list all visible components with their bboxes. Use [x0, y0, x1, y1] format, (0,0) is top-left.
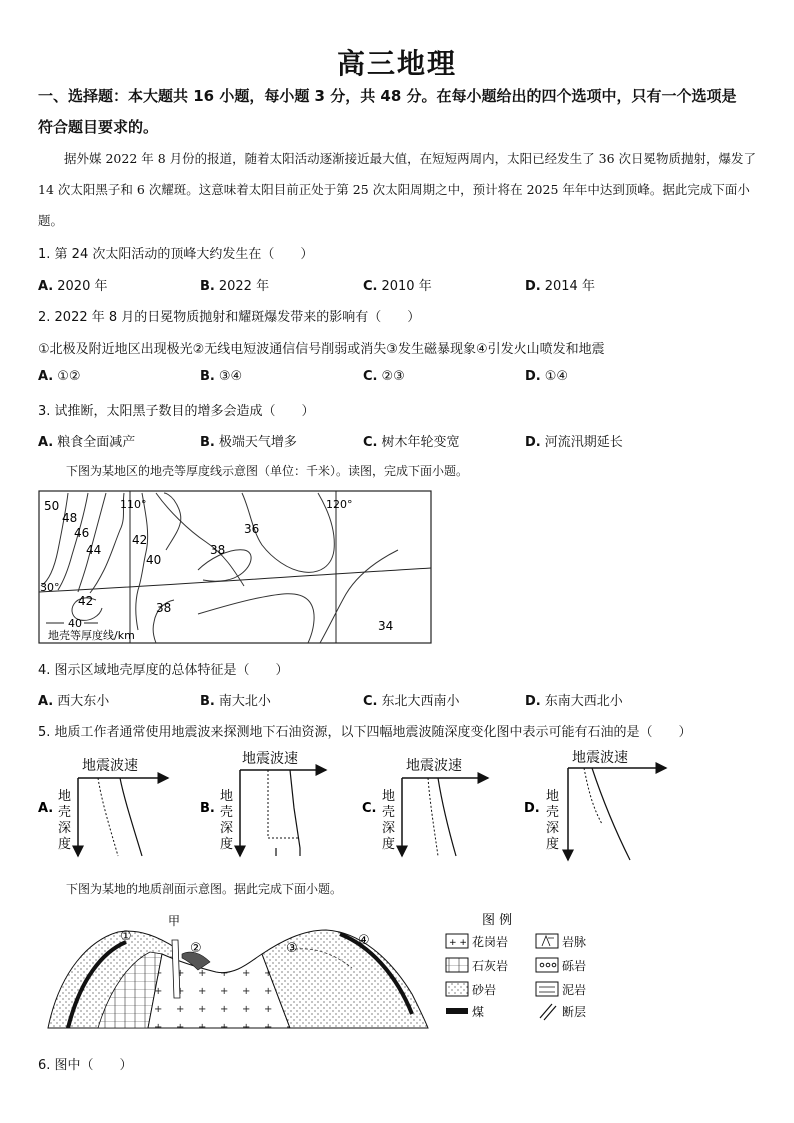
contour-label-44: 44 [86, 543, 102, 557]
q1-option-b: B. 2022 年 [200, 279, 270, 294]
q2-option-d: D. ①④ [525, 369, 569, 384]
svg-text:度: 度 [546, 837, 560, 852]
intro-crust-map: 下图为某地区的地壳等厚度线示意图（单位：千米）。读图，完成下面小题。 [66, 464, 469, 478]
diagram-d [524, 749, 666, 860]
geo-marker-3: ③ [286, 941, 298, 956]
contour-label-50: 50 [44, 499, 60, 513]
svg-text:+ +: + + [449, 938, 467, 948]
q4-option-c: C. 东北大西南小 [363, 694, 460, 709]
diagram-a-letter: A. [38, 801, 54, 816]
q3-option-c: C. 树木年轮变宽 [363, 435, 460, 450]
diagram-c [362, 757, 488, 856]
contour-label-42a: 42 [132, 533, 148, 547]
page-title: 高三地理 [336, 47, 457, 80]
legend-granite: 花岗岩 [472, 935, 509, 949]
intro-geologic-section: 下图为某地的地质剖面示意图。据此完成下面小题。 [66, 882, 343, 896]
svg-text:地: 地 [382, 789, 396, 804]
svg-text:壳: 壳 [382, 805, 396, 820]
legend-conglomerate: 砾岩 [562, 959, 587, 973]
crust-thickness-map [38, 490, 432, 646]
question-6-stem: 6. 图中（ ） [38, 1058, 133, 1073]
svg-text:深: 深 [220, 821, 234, 836]
svg-text:深: 深 [382, 821, 396, 836]
q4-option-d: D. 东南大西北小 [525, 694, 623, 709]
question-2-stem: 2. 2022 年 8 月的日冕物质抛射和耀斑爆发带来的影响有（ ） [38, 310, 421, 325]
geo-marker-4: ④ [358, 933, 370, 948]
contour-label-34: 34 [378, 619, 394, 633]
q2-option-c: C. ②③ [363, 369, 405, 384]
diagram-b [200, 750, 326, 856]
map-frame [39, 491, 431, 643]
lat-label-30: 30° [40, 581, 60, 594]
q1-option-d: D. 2014 年 [525, 279, 595, 294]
svg-text:度: 度 [220, 837, 234, 852]
q2-option-b: B. ③④ [200, 369, 243, 384]
q4-option-a: A. 西大东小 [38, 694, 110, 709]
contour-label-38b: 38 [156, 601, 172, 615]
diagram-b-letter: B. [200, 801, 215, 816]
lon-label-110: 110° [120, 498, 147, 511]
diagram-c-xlabel: 地震波速 [406, 758, 462, 774]
contour-label-42b: 42 [78, 594, 94, 608]
legend-value-40: 40 [68, 617, 82, 630]
lon-label-120: 120° [326, 498, 353, 511]
question-4-stem: 4. 图示区域地壳厚度的总体特征是（ ） [38, 663, 289, 678]
diagram-a-xlabel: 地震波速 [82, 758, 138, 774]
legend-fault: 断层 [562, 1005, 587, 1019]
diagram-a [38, 757, 168, 856]
svg-text:度: 度 [58, 837, 72, 852]
diagram-b-xlabel: 地震波速 [242, 751, 298, 767]
svg-text:深: 深 [58, 821, 72, 836]
q1-option-c: C. 2010 年 [363, 279, 432, 294]
svg-text:壳: 壳 [58, 805, 72, 820]
section-heading-line2: 符合题目要求的。 [38, 118, 159, 136]
svg-text:地: 地 [58, 789, 72, 804]
q1-option-a: A. 2020 年 [38, 279, 108, 294]
svg-text:壳: 壳 [220, 805, 234, 820]
seismic-wave-diagrams [36, 748, 756, 870]
legend-sandstone: 砂岩 [472, 983, 497, 997]
diagram-d-xlabel: 地震波速 [572, 750, 628, 766]
legend-limestone: 石灰岩 [472, 959, 509, 973]
contour-label-38a: 38 [210, 543, 226, 557]
legend-mudstone: 泥岩 [562, 983, 587, 997]
contour-label-36: 36 [244, 522, 260, 536]
diagram-d-letter: D. [524, 801, 540, 816]
geologic-cross-section [40, 910, 440, 1034]
question-1-stem: 1. 第 24 次太阳活动的顶峰大约发生在（ ） [38, 247, 314, 262]
q4-option-b: B. 南大北小 [200, 694, 271, 709]
legend-title: 图 例 [482, 913, 513, 928]
svg-text:壳: 壳 [546, 805, 560, 820]
svg-text:地: 地 [546, 789, 560, 804]
diagram-c-letter: C. [362, 801, 377, 816]
svg-text:深: 深 [546, 821, 560, 836]
question-3-stem: 3. 试推断，太阳黑子数目的增多会造成（ ） [38, 404, 315, 419]
q3-option-b: B. 极端天气增多 [200, 435, 297, 450]
legend-text: 地壳等厚度线/km [48, 629, 135, 642]
q2-option-a: A. ①② [38, 369, 81, 384]
contour-label-46: 46 [74, 526, 90, 540]
section-heading-line1: 一、选择题：本大题共 16 小题，每小题 3 分，共 48 分。在每小题给出的四个选项中，只有一个选项是 [38, 87, 737, 105]
geologic-legend [444, 910, 624, 1028]
svg-text:地: 地 [220, 789, 234, 804]
question-5-stem: 5. 地质工作者通常使用地震波来探测地下石油资源，以下四幅地震波随深度变化图中表示可能有石油的是（ ） [38, 725, 692, 740]
contour-label-48: 48 [62, 511, 78, 525]
geo-marker-2: ② [190, 941, 202, 956]
legend-coal: 煤 [472, 1005, 485, 1019]
q3-option-a: A. 粮食全面减产 [38, 435, 136, 450]
geo-marker-jia: 甲 [168, 914, 181, 928]
svg-text:度: 度 [382, 837, 396, 852]
geo-marker-1: ① [120, 929, 132, 944]
q3-option-d: D. 河流汛期延长 [525, 435, 623, 450]
legend-dike: 岩脉 [562, 935, 587, 949]
question-2-items: ①北极及附近地区出现极光②无线电短波通信信号削弱或消失③发生磁暴现象④引发火山喷发和地震 [38, 342, 605, 357]
passage-solar-activity: 据外媒 2022 年 8 月份的报道，随着太阳活动逐渐接近最大值，在短短两周内，太阳已经发生了 36 次日冕物质抛射，爆发了 14 次太阳黑子和 6 次耀斑。这意味着太阳目前正处于第 25 次太阳周期之中，预计将在 2025 年年中达到顶峰。据此完成下面小题。 [38, 151, 757, 228]
contour-label-40: 40 [146, 553, 162, 567]
